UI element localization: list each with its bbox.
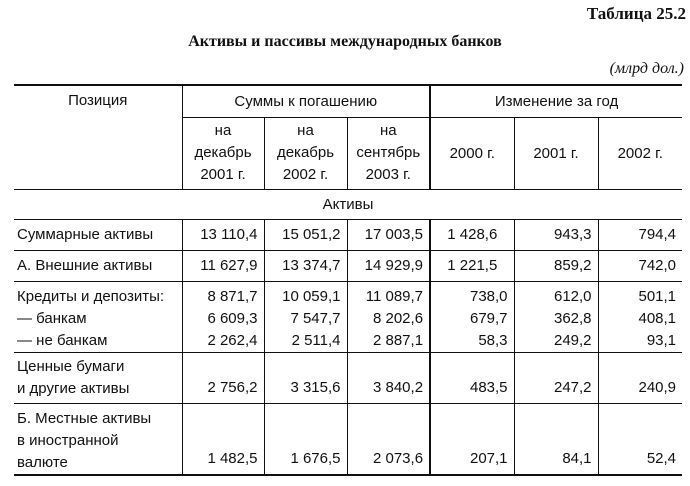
column-header-2002: 2002 г. <box>598 117 682 189</box>
cell-value: 859,2 <box>514 250 598 281</box>
column-header-sep-2003: на сентябрь 2003 г. <box>347 117 430 189</box>
table-row <box>14 403 682 475</box>
cell-value: 1 221,5 <box>430 250 514 281</box>
row-label-loans-deposits: Кредиты и депозиты: — банкам — не банкам <box>14 281 182 352</box>
cell-value: 3 315,6 <box>264 352 347 403</box>
cell-value: 742,0 <box>598 250 682 281</box>
column-header-dec-2001: на декабрь 2001 г. <box>182 117 264 189</box>
table-number: Таблица 25.2 <box>586 4 686 23</box>
cell-value: 1 482,5 <box>182 403 264 475</box>
cell-value: 794,4 <box>598 219 682 250</box>
header-row-groups <box>14 85 682 117</box>
row-label-local-assets: Б. Местные активы в иностранной валюте <box>14 403 182 475</box>
cell-value: 2 073,6 <box>347 403 430 475</box>
cell-value: 13 374,7 <box>264 250 347 281</box>
cell-value: 738,0 679,7 58,3 <box>430 281 514 352</box>
cell-value: 84,1 <box>514 403 598 475</box>
cell-value: 247,2 <box>514 352 598 403</box>
cell-value: 17 003,5 <box>347 219 430 250</box>
cell-value: 240,9 <box>598 352 682 403</box>
cell-value: 11 627,9 <box>182 250 264 281</box>
assets-table <box>14 84 682 476</box>
section-row <box>14 189 682 219</box>
column-group-maturity: Суммы к погашению <box>182 85 430 117</box>
cell-value: 8 871,7 6 609,3 2 262,4 <box>182 281 264 352</box>
cell-value: 14 929,9 <box>347 250 430 281</box>
table-row <box>14 250 682 281</box>
section-title-assets: Активы <box>14 189 682 219</box>
row-label-total-assets: Суммарные активы <box>14 219 182 250</box>
cell-value: 11 089,7 8 202,6 2 887,1 <box>347 281 430 352</box>
column-header-2000: 2000 г. <box>430 117 514 189</box>
cell-value: 13 110,4 <box>182 219 264 250</box>
cell-value: 10 059,1 7 547,7 2 511,4 <box>264 281 347 352</box>
cell-value: 52,4 <box>598 403 682 475</box>
cell-value: 3 840,2 <box>347 352 430 403</box>
cell-value: 483,5 <box>430 352 514 403</box>
cell-value: 612,0 362,8 249,2 <box>514 281 598 352</box>
column-header-position: Позиция <box>14 85 182 189</box>
table-row <box>14 219 682 250</box>
column-group-change: Изменение за год <box>430 85 682 117</box>
column-header-2001: 2001 г. <box>514 117 598 189</box>
cell-value: 2 756,2 <box>182 352 264 403</box>
cell-value: 501,1 408,1 93,1 <box>598 281 682 352</box>
column-header-dec-2002: на декабрь 2002 г. <box>264 117 347 189</box>
table-units: (млрд дол.) <box>609 60 684 77</box>
table-row <box>14 352 682 403</box>
table-row <box>14 281 682 352</box>
table-title: Активы и пассивы международных банков <box>188 33 502 50</box>
cell-value: 207,1 <box>430 403 514 475</box>
row-label-foreign-assets: А. Внешние активы <box>14 250 182 281</box>
cell-value: 943,3 <box>514 219 598 250</box>
cell-value: 1 428,6 <box>430 219 514 250</box>
cell-value: 15 051,2 <box>264 219 347 250</box>
cell-value: 1 676,5 <box>264 403 347 475</box>
row-label-securities: Ценные бумаги и другие активы <box>14 352 182 403</box>
